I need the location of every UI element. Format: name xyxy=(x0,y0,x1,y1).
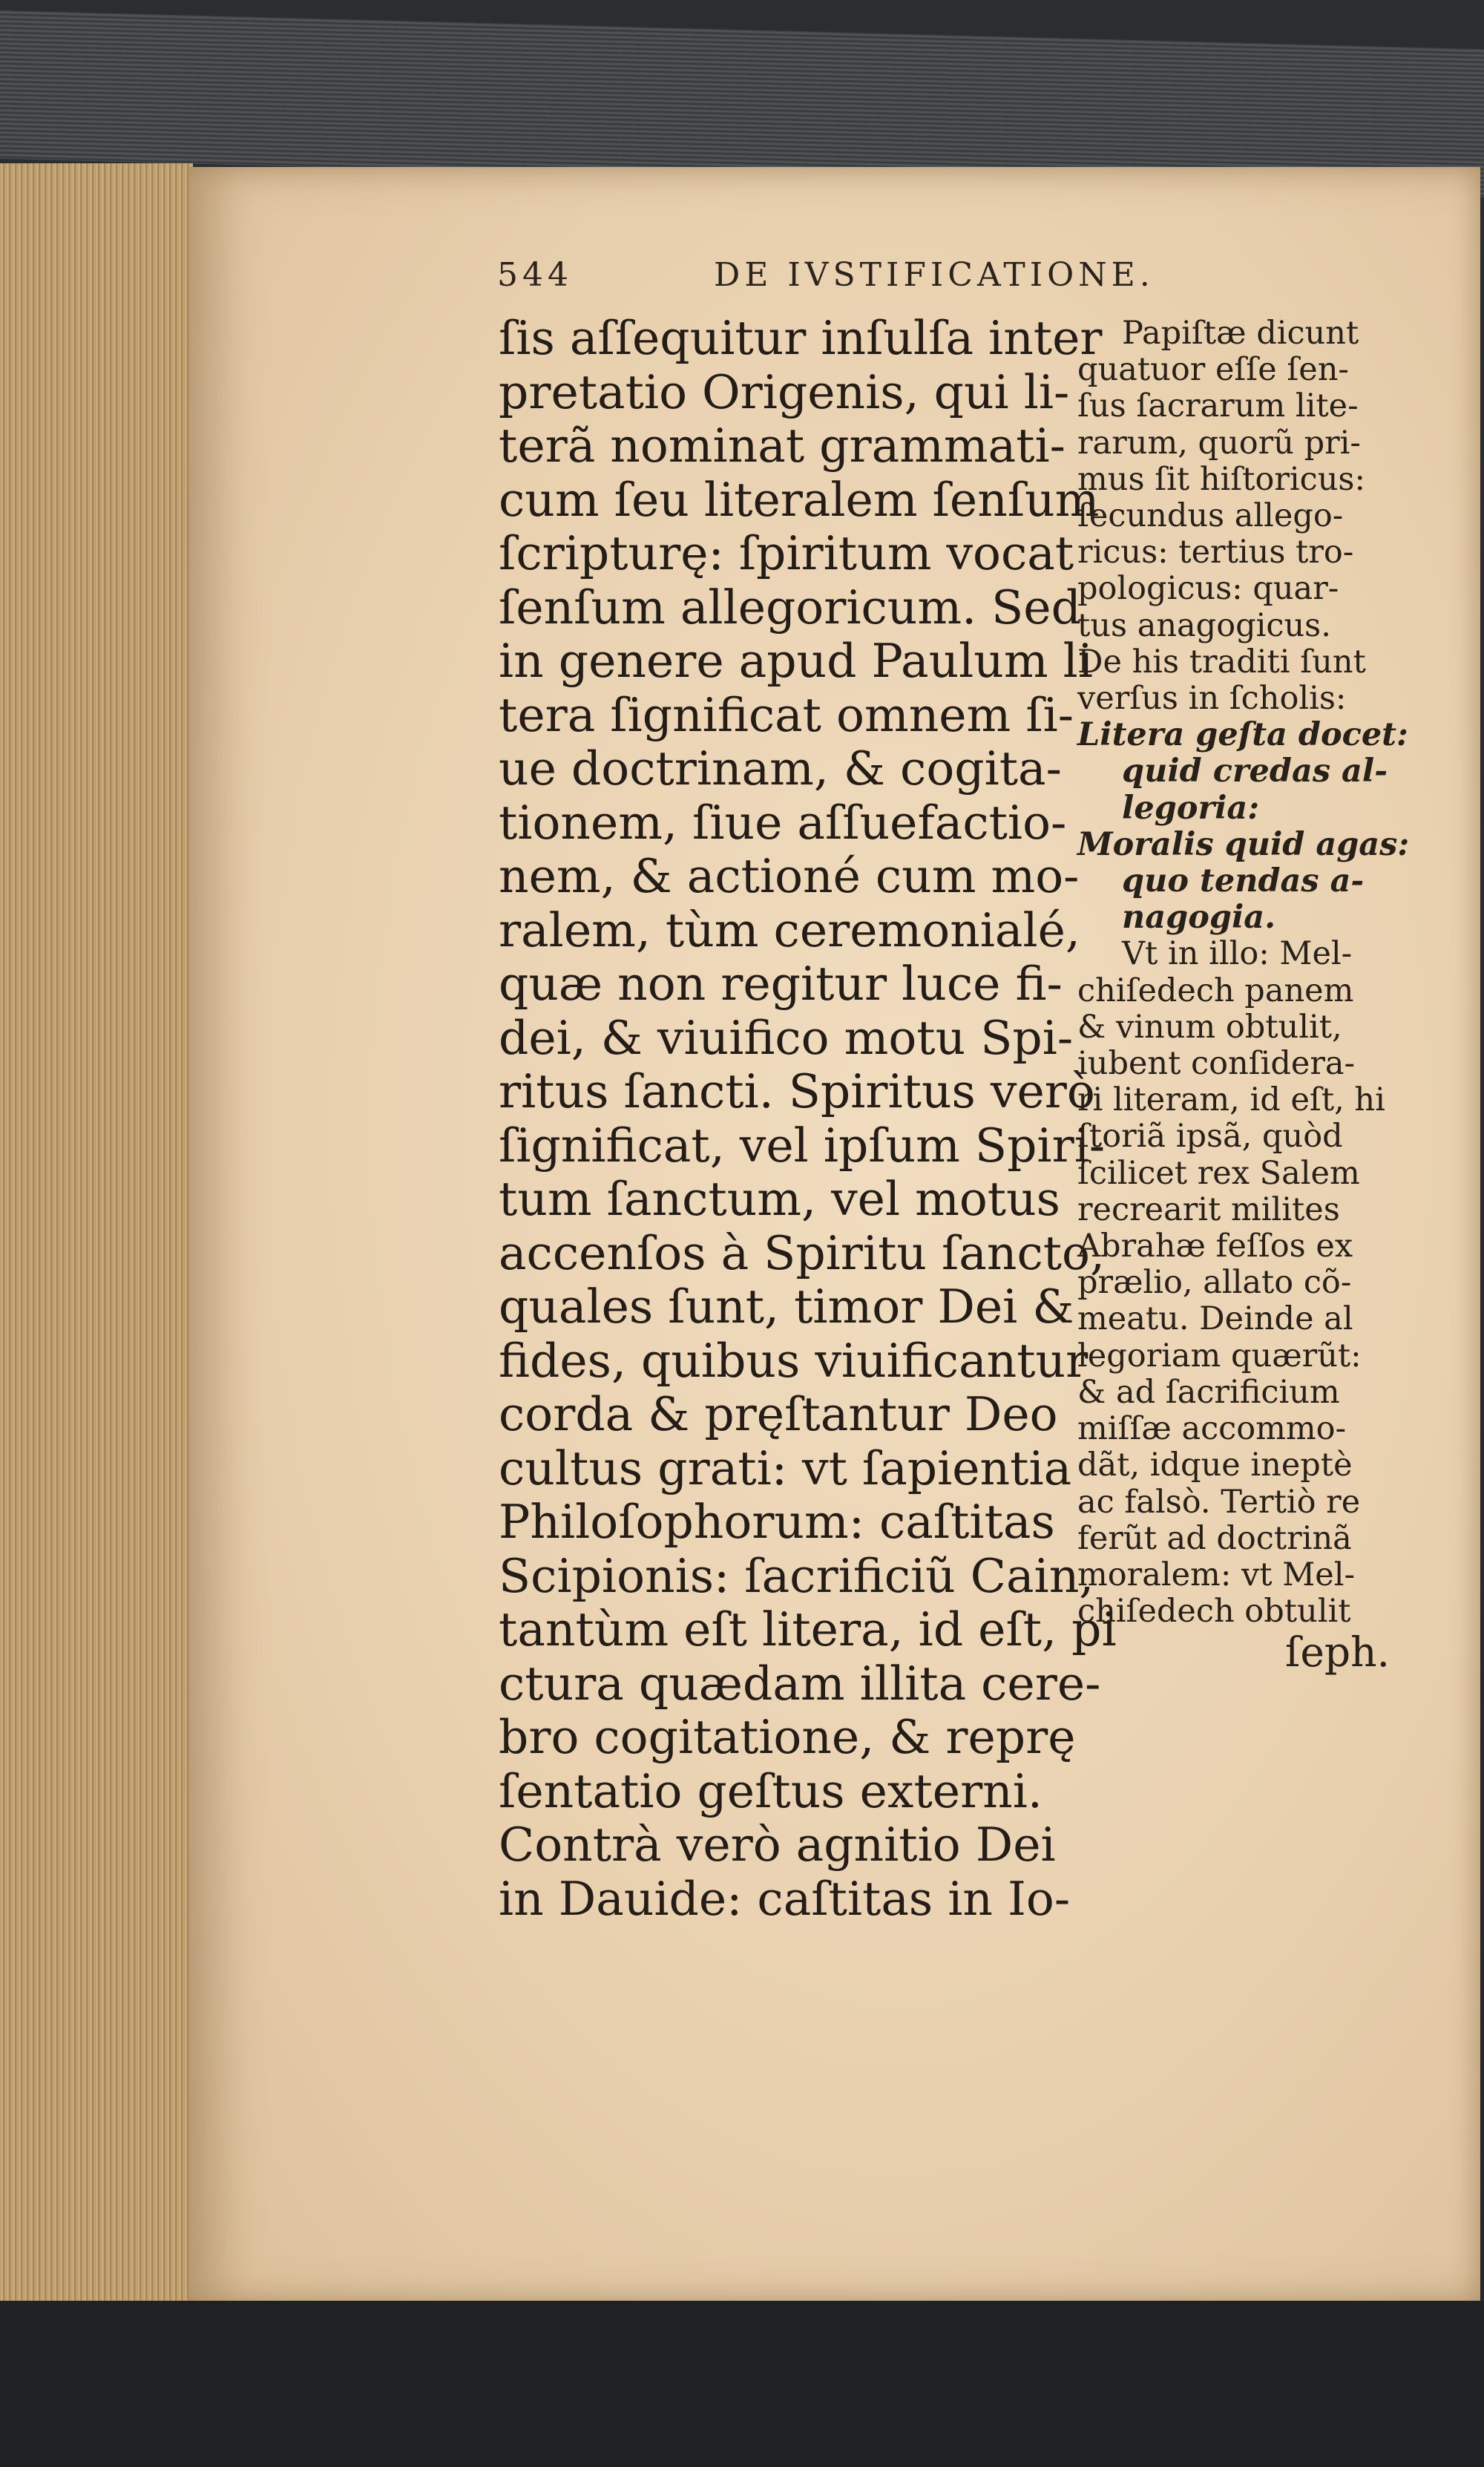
margin-line: Vt in illo: Mel- xyxy=(1122,935,1353,973)
text-line: corda & pręſtantur Deo xyxy=(499,1387,1058,1441)
margin-line: Litera geſta docet: xyxy=(1077,716,1408,754)
margin-line: legoriam quærũt: xyxy=(1077,1337,1362,1375)
margin-line: miſſæ accommo- xyxy=(1077,1410,1347,1448)
margin-line: chiſedech panem xyxy=(1077,972,1354,1009)
margin-line: quatuor eſſe ſen- xyxy=(1077,351,1349,389)
margin-line: moralem: vt Mel- xyxy=(1077,1556,1355,1593)
text-line: ſentatio geſtus externi. xyxy=(499,1763,1043,1818)
text-line: quales ſunt, timor Dei & xyxy=(499,1280,1074,1334)
text-line: bro cogitatione, & reprę xyxy=(499,1710,1076,1764)
text-line: in genere apud Paulum li xyxy=(499,634,1093,688)
text-line: quæ non regitur luce fi- xyxy=(499,957,1063,1011)
margin-line: De his traditi ſunt xyxy=(1077,643,1366,681)
margin-line: verſus in ſcholis: xyxy=(1077,680,1347,718)
text-line: Philoſophorum: caſtitas xyxy=(499,1495,1055,1549)
margin-line: ſecundus allego- xyxy=(1077,497,1344,535)
text-line: ſcripturę: ſpiritum vocat xyxy=(499,526,1074,580)
margin-note xyxy=(1077,315,1410,1677)
text-line: Contrà verò agnitio Dei xyxy=(499,1818,1056,1872)
margin-line: rarum, quorũ pri- xyxy=(1077,424,1361,462)
text-line: dei, & viuifico motu Spi- xyxy=(499,1010,1074,1065)
margin-line: & ad ſacrificium xyxy=(1077,1373,1340,1411)
margin-line: ſeph. xyxy=(1285,1628,1391,1677)
margin-line: Papiſtæ dicunt xyxy=(1122,315,1359,352)
page-number: 544 xyxy=(497,256,573,294)
margin-line: pologicus: quar- xyxy=(1077,570,1339,608)
text-line: tera ſignificat omnem ſi- xyxy=(499,687,1074,742)
text-line: cum ſeu literalem ſenſum xyxy=(499,472,1100,527)
text-line: cultus grati: vt ſapientia xyxy=(499,1441,1072,1495)
margin-line: Abrahæ feſſos ex xyxy=(1077,1228,1353,1265)
margin-line: legoria: xyxy=(1122,789,1260,827)
book-page-edges xyxy=(0,163,193,2301)
text-line: terã nominat grammati- xyxy=(499,419,1066,473)
text-line: pretatio Origenis, qui li- xyxy=(499,364,1070,419)
text-line: fides, quibus viuificantur xyxy=(499,1333,1089,1388)
text-line: ſenſum allegoricum. Sed xyxy=(499,580,1081,635)
margin-line: Moralis quid agas: xyxy=(1077,825,1410,863)
margin-line: ferũt ad doctrinã xyxy=(1077,1519,1352,1557)
text-line: tionem, ſiue aſſuefactio- xyxy=(499,795,1067,850)
background-strip xyxy=(0,2301,1484,2467)
margin-line: ri literam, id eſt, hi xyxy=(1077,1081,1385,1119)
margin-line: ſus ſacrarum lite- xyxy=(1077,387,1359,425)
margin-line: prælio, allato cõ- xyxy=(1077,1264,1352,1302)
margin-line: ricus: tertius tro- xyxy=(1077,534,1354,571)
margin-line: ſcilicet rex Salem xyxy=(1077,1154,1360,1192)
margin-line: iubent conſidera- xyxy=(1077,1045,1356,1083)
text-line: Scipionis: ſacrificiũ Cain, xyxy=(499,1548,1094,1603)
text-line: tantùm eſt litera, id eſt, pi xyxy=(499,1602,1117,1657)
margin-line: ſtoriã ipsã, quòd xyxy=(1077,1118,1343,1156)
margin-line: meatu. Deinde al xyxy=(1077,1300,1353,1338)
text-line: ritus ſancti. Spiritus verò xyxy=(499,1064,1095,1118)
margin-line: chiſedech obtulit xyxy=(1077,1593,1351,1631)
text-line: ctura quædam illita cere- xyxy=(499,1656,1101,1711)
text-line: in Dauide: caſtitas in Io- xyxy=(499,1871,1071,1926)
text-line: nem, & actioné cum mo- xyxy=(499,849,1080,903)
running-title: DE IVSTIFICATIONE. xyxy=(713,256,1155,294)
margin-line: tus anagogicus. xyxy=(1077,606,1331,644)
text-line: accenſos à Spiritu ſancto, xyxy=(499,1225,1106,1280)
margin-line: & vinum obtulit, xyxy=(1077,1008,1342,1046)
margin-line: quid credas al- xyxy=(1122,753,1388,790)
margin-line: dãt, idque ineptè xyxy=(1077,1447,1353,1484)
main-text-column xyxy=(499,311,1117,1926)
text-line: ue doctrinam, & cogita- xyxy=(499,741,1062,796)
margin-line: ac falsò. Tertiò re xyxy=(1077,1483,1361,1521)
text-line: ſignificat, vel ipſum Spiri- xyxy=(499,1118,1106,1173)
margin-line: quo tendas a- xyxy=(1122,862,1365,900)
text-line: ſis aſſequitur inſulſa inter xyxy=(499,311,1103,365)
text-line: ralem, tùm ceremonialé, xyxy=(499,902,1080,957)
margin-line: mus ſit hiſtoricus: xyxy=(1077,460,1365,498)
running-header xyxy=(497,256,1155,294)
text-line: tum ſanctum, vel motus xyxy=(499,1172,1061,1226)
margin-line: recrearit milites xyxy=(1077,1190,1340,1228)
margin-line: nagogia. xyxy=(1122,899,1276,937)
